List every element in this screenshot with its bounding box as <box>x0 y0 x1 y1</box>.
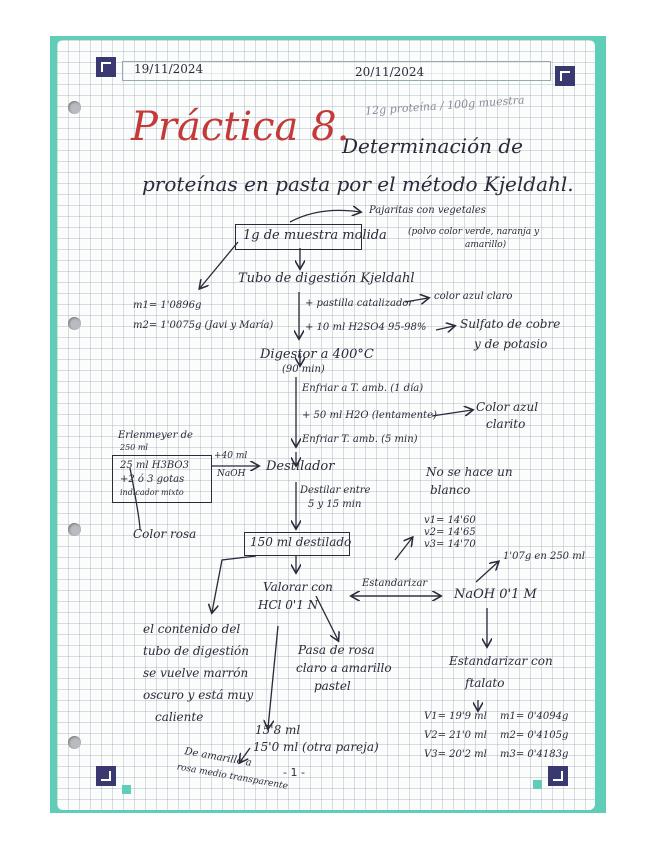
sulfate-line-2: y de potasio <box>474 337 548 351</box>
protein-note: 12g proteína / 100g muestra <box>364 93 525 118</box>
distillate-label: 150 ml destilado <box>250 535 352 549</box>
tube-note-2: tubo de digestión <box>143 644 249 658</box>
no-blank-1: No se hace un <box>426 465 513 479</box>
distill-time-2: 5 y 15 min <box>308 499 362 510</box>
catalyst-color: color azul claro <box>434 291 513 302</box>
phthalate-m2: m2= 0'4105g <box>500 730 569 741</box>
phthalate-m1: m1= 0'4094g <box>500 711 569 722</box>
sulfate-line-1: Sulfato de cobre <box>460 317 561 331</box>
pink-color: Color rosa <box>133 527 197 541</box>
cool-1: Enfriar a T. amb. (1 día) <box>302 383 424 394</box>
tube-note-1: el contenido del <box>143 622 241 636</box>
naoh-add-1: +40 ml <box>214 451 248 461</box>
tube-note-4: oscuro y está muy <box>143 688 254 702</box>
phthalate-2: ftalato <box>465 676 505 690</box>
light-blue-2: clarito <box>486 417 526 431</box>
phthalate-m3: m3= 0'4183g <box>500 749 569 760</box>
add-water: + 50 ml H2O (lentamente) <box>302 410 437 421</box>
boric-1: 25 ml H3BO3 <box>120 460 189 471</box>
amber-note-1: De amarillo a <box>183 746 253 769</box>
v2: v2= 14'65 <box>424 527 476 538</box>
boric-2: +2 ó 3 gotas <box>120 474 185 485</box>
sample-note-3: amarillo) <box>465 240 507 250</box>
page-number: - 1 - <box>283 766 305 779</box>
phthalate-v2: V2= 21'0 ml <box>424 730 487 741</box>
mass-1: m1= 1'0896g <box>133 300 202 311</box>
date-left: 19/11/2024 <box>134 62 204 76</box>
mass-2: m2= 1'0075g (Javi y María) <box>133 320 274 331</box>
tube-note-3: se vuelve marrón <box>143 666 249 680</box>
erlenmeyer-2: 250 ml <box>120 443 148 452</box>
naoh-add-2: NaOH <box>217 469 246 479</box>
sample-note-1: Pajaritas con vegetales <box>369 205 486 216</box>
cool-2: Enfriar T. amb. (5 min) <box>302 434 418 445</box>
naoh-label: NaOH 0'1 M <box>454 587 537 602</box>
digester-label: Digestor a 400°C <box>260 347 374 362</box>
digester-time: (90 min) <box>282 364 325 375</box>
distiller-label: Destilador <box>266 459 335 474</box>
title-line-2: proteínas en pasta por el método Kjeldahl. <box>142 172 574 196</box>
title-line-1: Determinación de <box>342 134 523 158</box>
no-blank-2: blanco <box>430 483 471 497</box>
add-catalyst: + pastilla catalizador <box>305 298 414 309</box>
date-right: 20/11/2024 <box>355 65 425 79</box>
add-acid: + 10 ml H2SO4 95-98% <box>305 322 427 333</box>
sample-note-2: (polvo color verde, naranja y <box>408 227 540 237</box>
tube-label: Tubo de digestión Kjeldahl <box>238 271 415 286</box>
v3: v3= 14'70 <box>424 539 476 550</box>
distill-time-1: Destilar entre <box>300 485 371 496</box>
naoh-mass: 1'07g en 250 ml <box>503 551 585 562</box>
phthalate-1: Estandarizar con <box>449 654 553 668</box>
volume-2: 15'0 ml (otra pareja) <box>253 740 379 754</box>
tube-note-5: caliente <box>155 710 204 724</box>
phthalate-v3: V3= 20'2 ml <box>424 749 487 760</box>
standardize-label: Estandarizar <box>362 578 428 589</box>
phthalate-v1: V1= 19'9 ml <box>424 711 487 722</box>
light-blue-1: Color azul <box>476 400 539 414</box>
titrate-2: HCl 0'1 N <box>258 598 319 612</box>
v1: v1= 14'60 <box>424 515 476 526</box>
boric-3: indicador mixto <box>120 488 184 497</box>
pink-yellow-1: Pasa de rosa <box>298 643 375 657</box>
pink-yellow-2: claro a amarillo <box>296 661 392 675</box>
amber-note-2: rosa medio transparente <box>176 762 289 792</box>
title-practica: Práctica 8. <box>131 104 350 150</box>
pink-yellow-3: pastel <box>314 679 351 693</box>
volume-1: 15'8 ml <box>255 723 301 737</box>
titrate-1: Valorar con <box>263 580 333 594</box>
erlenmeyer-1: Erlenmeyer de <box>118 430 193 441</box>
sample-label: 1g de muestra molida <box>243 228 387 243</box>
